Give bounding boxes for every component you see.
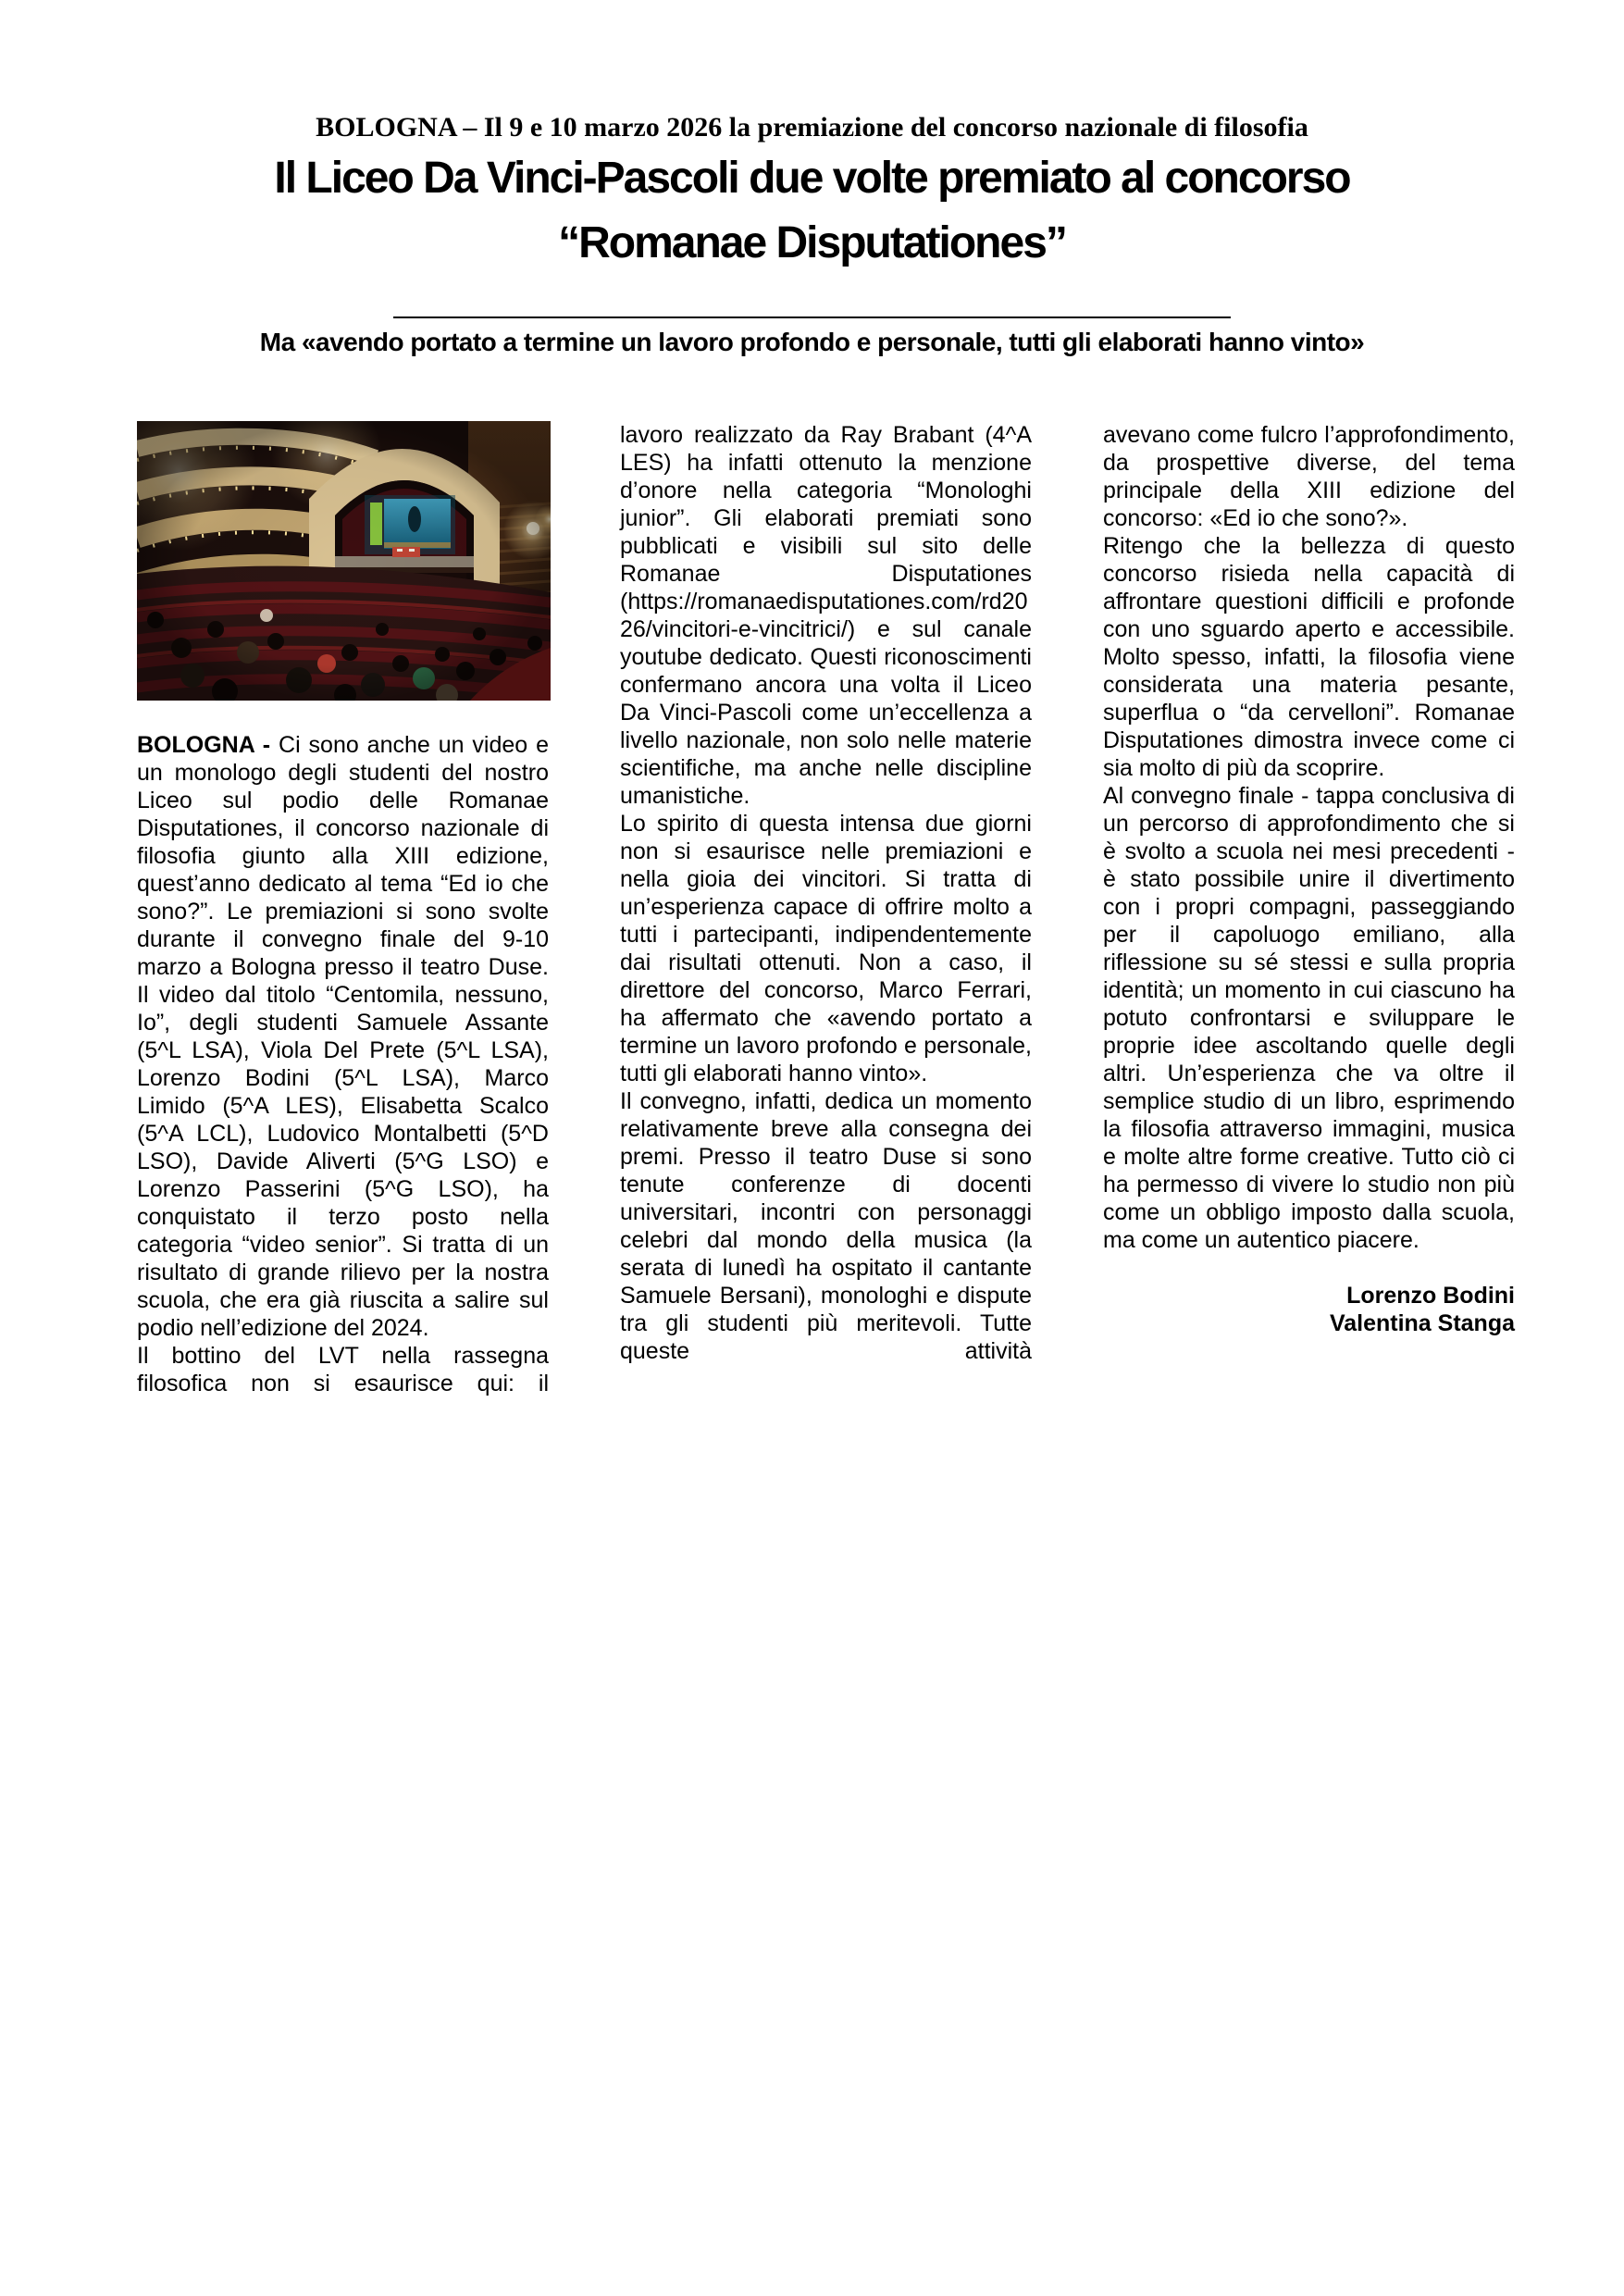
column-2 <box>620 421 1032 1397</box>
paragraph: lavoro realizzato da Ray Brabant (4^A LES) ha infatti ottenuto la menzione d’onore nella categoria “Monologhi junior”. Gli elaborati premiati sono pubblicati e visibili sul sito delle Romanae Disputationes (https://romanaedisputationes.com/rd2026/vincitori-e-vincitrici/) e sul canale youtube dedicato. Questi riconoscimenti confermano ancora una volta il Liceo Da Vinci-Pascoli come un’eccellenza a livello nazionale, non solo nelle materie scientifiche, ma anche nelle discipline umanistiche. <box>620 422 1032 809</box>
paragraph: Ritengo che la bellezza di questo concorso risieda nella capacità di affrontare questioni difficili e profonde con uno sguardo aperto e accessibile. Molto spesso, infatti, la filosofia viene considerata una materia pesante, superflua o “da cervelloni”. Romanae Disputationes dimostra invece come ci sia molto di più da scoprire. <box>1103 533 1515 781</box>
byline-name: Valentina Stanga <box>1329 1310 1515 1336</box>
separator-rule <box>393 316 1231 318</box>
location-lead: BOLOGNA - <box>137 732 271 758</box>
headline <box>0 146 1624 276</box>
paragraph: avevano come fulcro l’approfondimento, da prospettive diverse, del tema principale della XIII edizione del concorso: «Ed io che sono?». <box>1103 422 1515 531</box>
subhead: Ma «avendo portato a termine un lavoro profondo e personale, tutti gli elaborati hanno vinto» <box>259 328 1365 356</box>
headline-line-2: “Romanae Disputationes” <box>558 218 1066 267</box>
headline-line-1: Il Liceo Da Vinci-Pascoli due volte premiato al concorso <box>274 154 1350 203</box>
kicker: BOLOGNA – Il 9 e 10 marzo 2026 la premiazione del concorso nazionale di filosofia <box>316 112 1308 143</box>
paragraph: Il bottino del LVT nella rassegna filosofica non si esaurisce qui: il <box>137 1343 549 1396</box>
paragraph: Al convegno finale - tappa conclusiva di un percorso di approfondimento che si è svolto a scuola nei mesi precedenti - è stato possibile unire il divertimento con i propri compagni, passeggiando per il capoluogo emiliano, alla riflessione su sé stessi e sulla propria identità; un momento in cui ciascuno ha potuto confrontarsi e sviluppare le proprie idee ascoltando quelle degli altri. Un’esperienza che va oltre il semplice studio di un libro, esprimendo la filosofia attraverso immagini, musica e molte altre forme creative. Tutto ciò ci ha permesso di vivere lo studio non più come un obbligo imposto dalla scuola, ma come un autentico piacere. <box>1103 783 1515 1253</box>
paragraph <box>137 731 549 1342</box>
byline <box>1103 1282 1515 1337</box>
paragraph: Lo spirito di questa intensa due giorni non si esaurisce nelle premiazioni e nella gioia dei vincitori. Si tratta di un’esperienza capace di offrire molto a tutti i partecipanti, indipendentemente dai risultati ottenuti. Non a caso, il direttore del concorso, Marco Ferrari, ha affermato che «avendo portato a termine un lavoro profondo e personale, tutti gli elaborati hanno vinto». <box>620 811 1032 1086</box>
column-1 <box>137 421 549 1397</box>
article-columns <box>0 421 1624 1397</box>
column-3 <box>1103 421 1515 1397</box>
paragraph: Il convegno, infatti, dedica un momento relativamente breve alla consegna dei premi. Presso il teatro Duse si sono tenute conferenze di docenti universitari, incontri con personaggi celebri dal mondo della musica (la serata di lunedì ha ospitato il cantante Samuele Bersani), monologhi e dispute tra gli studenti più meritevoli. Tutte queste attività <box>620 1088 1032 1364</box>
byline-name: Lorenzo Bodini <box>1346 1283 1515 1309</box>
paragraph-text: Ci sono anche un video e un monologo degli studenti del nostro Liceo sul podio delle Romanae Disputationes, il concorso nazionale di filosofia giunto alla XIII edizione, quest’anno dedicato al tema “Ed io che sono?”. Le premiazioni si sono svolte durante il convegno finale del 9-10 marzo a Bologna presso il teatro Duse. Il video dal titolo “Centomila, nessuno, Io”, degli studenti Samuele Assante (5^L LSA), Viola Del Prete (5^L LSA), Lorenzo Bodini (5^L LSA), Marco Limido (5^A LES), Elisabetta Scalco (5^A LCL), Ludovico Montalbetti (5^D LSO), Davide Aliverti (5^G LSO) e Lorenzo Passerini (5^G LSO), ha conquistato il terzo posto nella categoria “video senior”. Si tratta di un risultato di grande rilievo per la nostra scuola, che era già riuscita a salire sul podio nell’edizione del 2024. <box>137 732 549 1341</box>
theater-audience-photo <box>137 421 551 701</box>
theater-photo-graphic <box>137 421 551 701</box>
